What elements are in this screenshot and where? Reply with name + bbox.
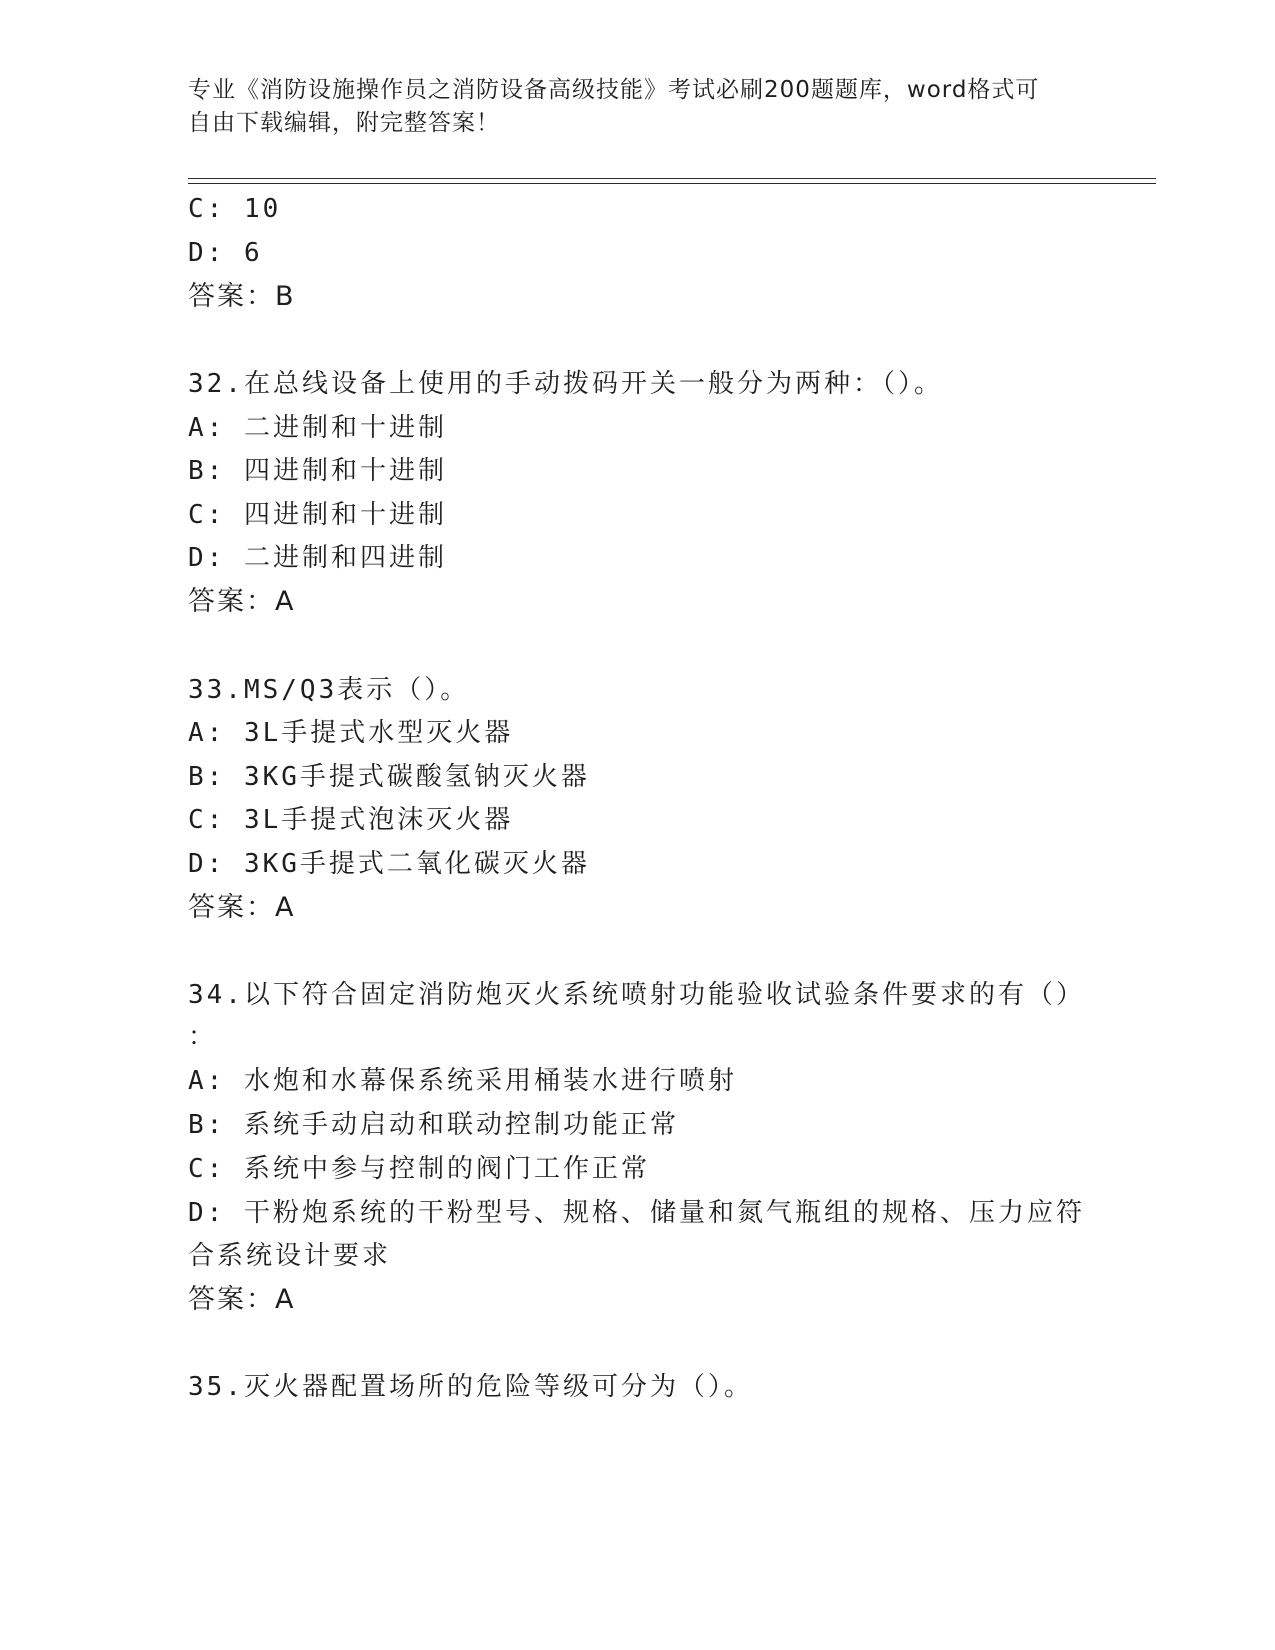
option-a: A: 3L手提式水型灭火器	[188, 718, 514, 748]
option-d: D: 3KG手提式二氧化碳灭火器	[188, 849, 590, 879]
question-stem: 33.MS/Q3表示（）。	[188, 675, 470, 705]
option-c: C: 系统中参与控制的阀门工作正常	[188, 1154, 650, 1184]
option-c: C: 10	[188, 194, 282, 224]
option-d: D: 二进制和四进制	[188, 543, 447, 573]
answer-label: 答案：A	[188, 586, 296, 617]
header-line-2: 自由下载编辑，附完整答案！	[188, 110, 500, 136]
option-c: C: 3L手提式泡沫灭火器	[188, 805, 514, 835]
header-divider-bottom	[188, 183, 1156, 184]
question-stem: 32.在总线设备上使用的手动拨码开关一般分为两种：（）。	[188, 369, 943, 399]
option-a: A: 水炮和水幕保系统采用桶装水进行喷射	[188, 1066, 737, 1096]
option-d-continued: 合系统设计要求	[188, 1241, 392, 1271]
answer-label: 答案：B	[188, 281, 296, 312]
option-c: C: 四进制和十进制	[188, 500, 447, 530]
answer-label: 答案：A	[188, 1284, 296, 1315]
option-d: D: 干粉炮系统的干粉型号、规格、储量和氮气瓶组的规格、压力应符	[188, 1198, 1085, 1228]
answer-label: 答案：A	[188, 892, 296, 923]
question-stem: 35.灭火器配置场所的危险等级可分为（）。	[188, 1372, 753, 1402]
header-line-1: 专业《消防设施操作员之消防设备高级技能》考试必刷200题题库，word格式可	[188, 77, 1040, 103]
header-divider-top	[188, 178, 1156, 179]
option-b: B: 四进制和十进制	[188, 456, 447, 486]
option-b: B: 系统手动启动和联动控制功能正常	[188, 1110, 679, 1140]
question-stem: 34.以下符合固定消防炮灭火系统喷射功能验收试验条件要求的有（）	[188, 980, 1085, 1010]
option-a: A: 二进制和十进制	[188, 413, 447, 443]
question-stem-continued: ：	[188, 1022, 218, 1052]
option-d: D: 6	[188, 238, 263, 268]
option-b: B: 3KG手提式碳酸氢钠灭火器	[188, 762, 590, 792]
page-header	[188, 74, 1068, 140]
